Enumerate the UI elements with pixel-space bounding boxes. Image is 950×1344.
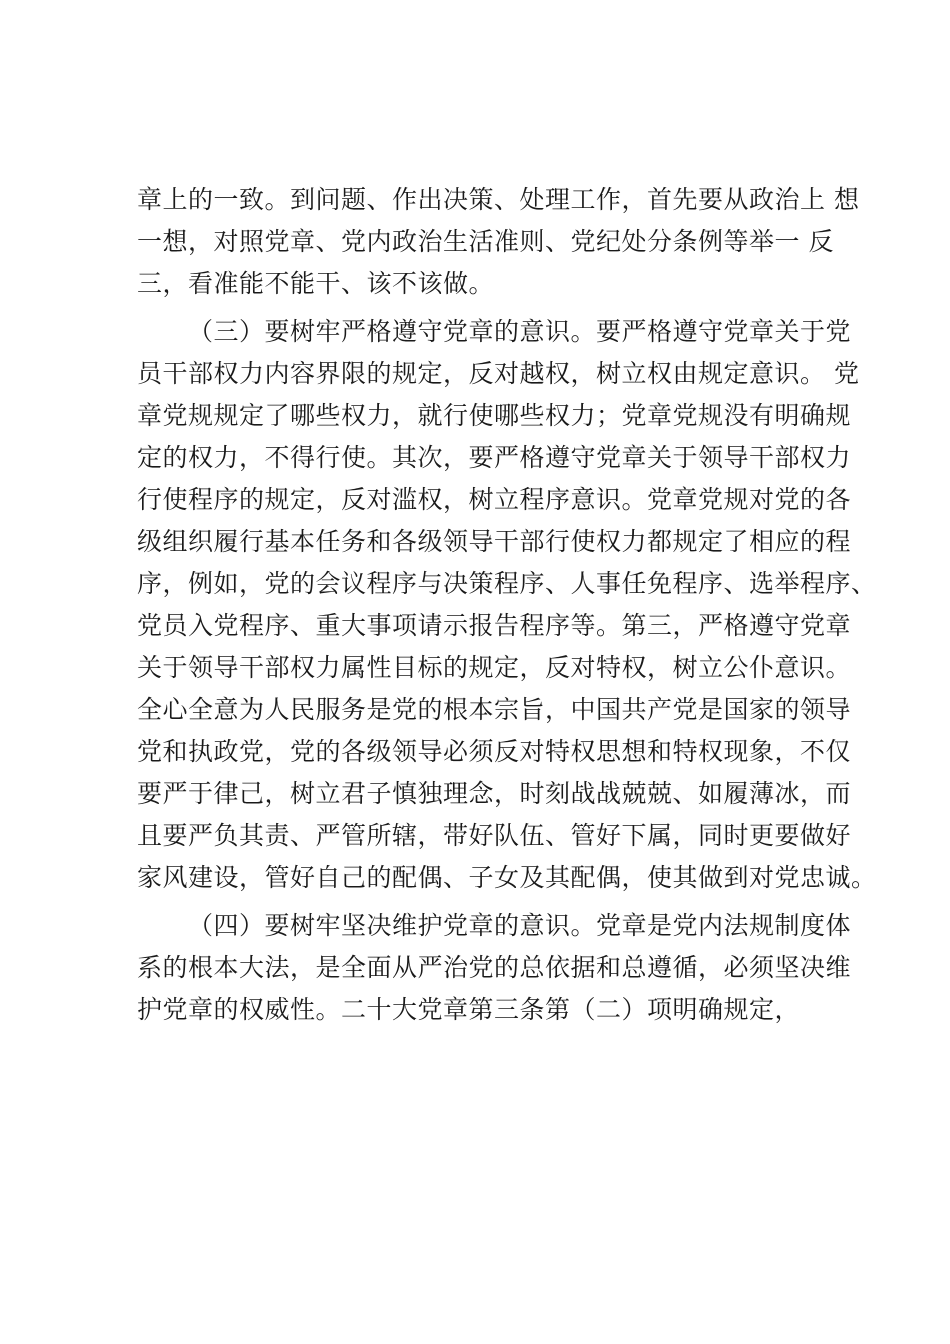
text-line: 全心全意为人民服务是党的根本宗旨，中国共产党是国家的领导 bbox=[137, 695, 852, 724]
text-line: 三，看准能不能干、该不该做。 bbox=[137, 269, 495, 298]
text-line: 员干部权力内容界限的规定，反对越权，树立权由规定意识。 党 bbox=[137, 359, 860, 388]
text-line: 级组织履行基本任务和各级领导干部行使权力都规定了相应的程 bbox=[137, 527, 852, 556]
text-line: 家风建设，管好自己的配偶、子女及其配偶，使其做到对党忠诚。 bbox=[137, 863, 877, 892]
text-line: 要严于律己，树立君子慎独理念，时刻战战兢兢、如履薄冰，而 bbox=[137, 779, 852, 808]
text-line: 系的根本大法，是全面从严治党的总依据和总遵循，必须坚决维 bbox=[137, 953, 852, 982]
text-line: 党员入党程序、重大事项请示报告程序等。第三，严格遵守党章 bbox=[137, 611, 852, 640]
text-line: 章党规规定了哪些权力，就行使哪些权力；党章党规没有明确规 bbox=[137, 401, 852, 430]
section-heading-line: （三）要树牢严格遵守党章的意识。要严格遵守党章关于党 bbox=[188, 317, 852, 346]
text-line: 且要严负其责、严管所辖，带好队伍、管好下属，同时更要做好 bbox=[137, 821, 852, 850]
text-line: 章上的一致。到问题、作出决策、处理工作，首先要从政治上 想 bbox=[137, 185, 860, 214]
section-heading-line: （四）要树牢坚决维护党章的意识。党章是党内法规制度体 bbox=[188, 911, 852, 940]
text-line: 关于领导干部权力属性目标的规定，反对特权，树立公仆意识。 bbox=[137, 653, 852, 682]
text-line: 定的权力，不得行使。其次，要严格遵守党章关于领导干部权力 bbox=[137, 443, 852, 472]
text-line: 护党章的权威性。二十大党章第三条第（二）项明确规定， bbox=[137, 995, 801, 1024]
text-line: 序，例如，党的会议程序与决策程序、人事任免程序、选举程序、 bbox=[137, 569, 877, 598]
text-line: 行使程序的规定，反对滥权，树立程序意识。党章党规对党的各 bbox=[137, 485, 852, 514]
text-line: 党和执政党，党的各级领导必须反对特权思想和特权现象，不仅 bbox=[137, 737, 852, 766]
text-line: 一想，对照党章、党内政治生活准则、党纪处分条例等举一 反 bbox=[137, 227, 834, 256]
